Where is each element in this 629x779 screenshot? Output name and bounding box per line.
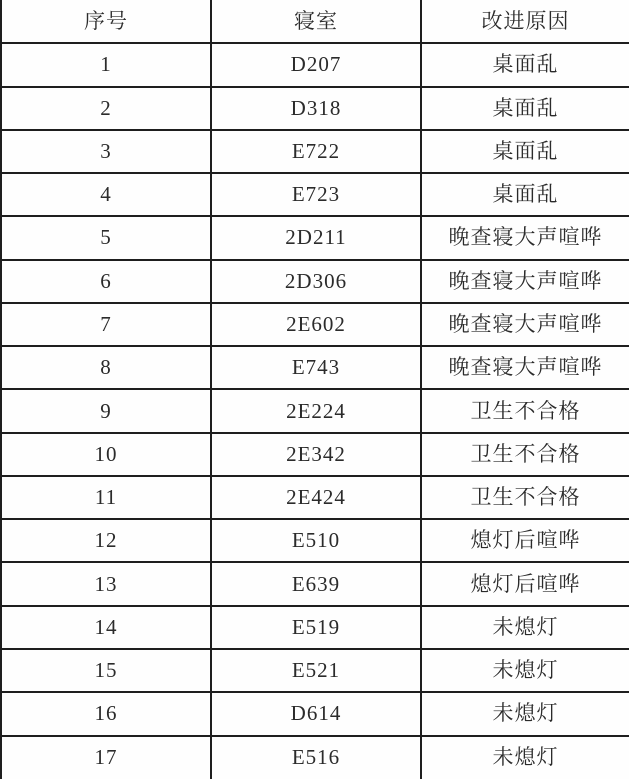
table-row (1, 43, 629, 86)
cell-serial-number: 2 (1, 87, 211, 130)
cell-serial-number: 12 (1, 519, 211, 562)
cell-dorm-room: E723 (211, 173, 421, 216)
cell-dorm-room: D207 (211, 43, 421, 86)
cell-serial-number: 6 (1, 260, 211, 303)
cell-improvement-reason: 晚查寝大声喧哗 (421, 216, 629, 259)
cell-improvement-reason: 晚查寝大声喧哗 (421, 346, 629, 389)
cell-improvement-reason: 未熄灯 (421, 606, 629, 649)
cell-improvement-reason: 未熄灯 (421, 692, 629, 735)
table-row (1, 216, 629, 259)
cell-dorm-room: D318 (211, 87, 421, 130)
table-row (1, 346, 629, 389)
cell-serial-number: 4 (1, 173, 211, 216)
cell-serial-number: 10 (1, 433, 211, 476)
cell-improvement-reason: 桌面乱 (421, 173, 629, 216)
cell-dorm-room: E510 (211, 519, 421, 562)
table-row (1, 476, 629, 519)
cell-serial-number: 7 (1, 303, 211, 346)
cell-dorm-room: E743 (211, 346, 421, 389)
cell-improvement-reason: 桌面乱 (421, 43, 629, 86)
cell-improvement-reason: 晚查寝大声喧哗 (421, 260, 629, 303)
table-row (1, 260, 629, 303)
table-row (1, 606, 629, 649)
cell-improvement-reason: 卫生不合格 (421, 433, 629, 476)
table-row (1, 736, 629, 779)
cell-dorm-room: 2E424 (211, 476, 421, 519)
header-row (1, 0, 629, 43)
cell-serial-number: 1 (1, 43, 211, 86)
cell-serial-number: 9 (1, 389, 211, 432)
header-serial-number: 序号 (1, 0, 211, 43)
cell-dorm-room: 2D211 (211, 216, 421, 259)
cell-dorm-room: 2D306 (211, 260, 421, 303)
cell-improvement-reason: 未熄灯 (421, 649, 629, 692)
table-row (1, 303, 629, 346)
table-body (1, 43, 629, 779)
table-row (1, 562, 629, 605)
cell-dorm-room: E722 (211, 130, 421, 173)
cell-improvement-reason: 熄灯后喧哗 (421, 562, 629, 605)
cell-improvement-reason: 桌面乱 (421, 130, 629, 173)
cell-serial-number: 14 (1, 606, 211, 649)
table-row (1, 389, 629, 432)
cell-dorm-room: E639 (211, 562, 421, 605)
table-header (1, 0, 629, 43)
cell-serial-number: 16 (1, 692, 211, 735)
cell-improvement-reason: 卫生不合格 (421, 389, 629, 432)
cell-dorm-room: 2E224 (211, 389, 421, 432)
cell-improvement-reason: 晚查寝大声喧哗 (421, 303, 629, 346)
header-improvement-reason: 改进原因 (421, 0, 629, 43)
cell-dorm-room: 2E602 (211, 303, 421, 346)
cell-serial-number: 5 (1, 216, 211, 259)
table-row (1, 87, 629, 130)
table-row (1, 130, 629, 173)
cell-improvement-reason: 未熄灯 (421, 736, 629, 779)
cell-dorm-room: 2E342 (211, 433, 421, 476)
cell-serial-number: 11 (1, 476, 211, 519)
cell-serial-number: 13 (1, 562, 211, 605)
cell-serial-number: 15 (1, 649, 211, 692)
table-row (1, 649, 629, 692)
cell-dorm-room: D614 (211, 692, 421, 735)
cell-dorm-room: E516 (211, 736, 421, 779)
header-dorm-room: 寝室 (211, 0, 421, 43)
table-row (1, 433, 629, 476)
cell-improvement-reason: 熄灯后喧哗 (421, 519, 629, 562)
cell-improvement-reason: 桌面乱 (421, 87, 629, 130)
cell-serial-number: 3 (1, 130, 211, 173)
cell-improvement-reason: 卫生不合格 (421, 476, 629, 519)
cell-dorm-room: E519 (211, 606, 421, 649)
table-row (1, 173, 629, 216)
table-row (1, 519, 629, 562)
cell-dorm-room: E521 (211, 649, 421, 692)
cell-serial-number: 17 (1, 736, 211, 779)
cell-serial-number: 8 (1, 346, 211, 389)
table-row (1, 692, 629, 735)
